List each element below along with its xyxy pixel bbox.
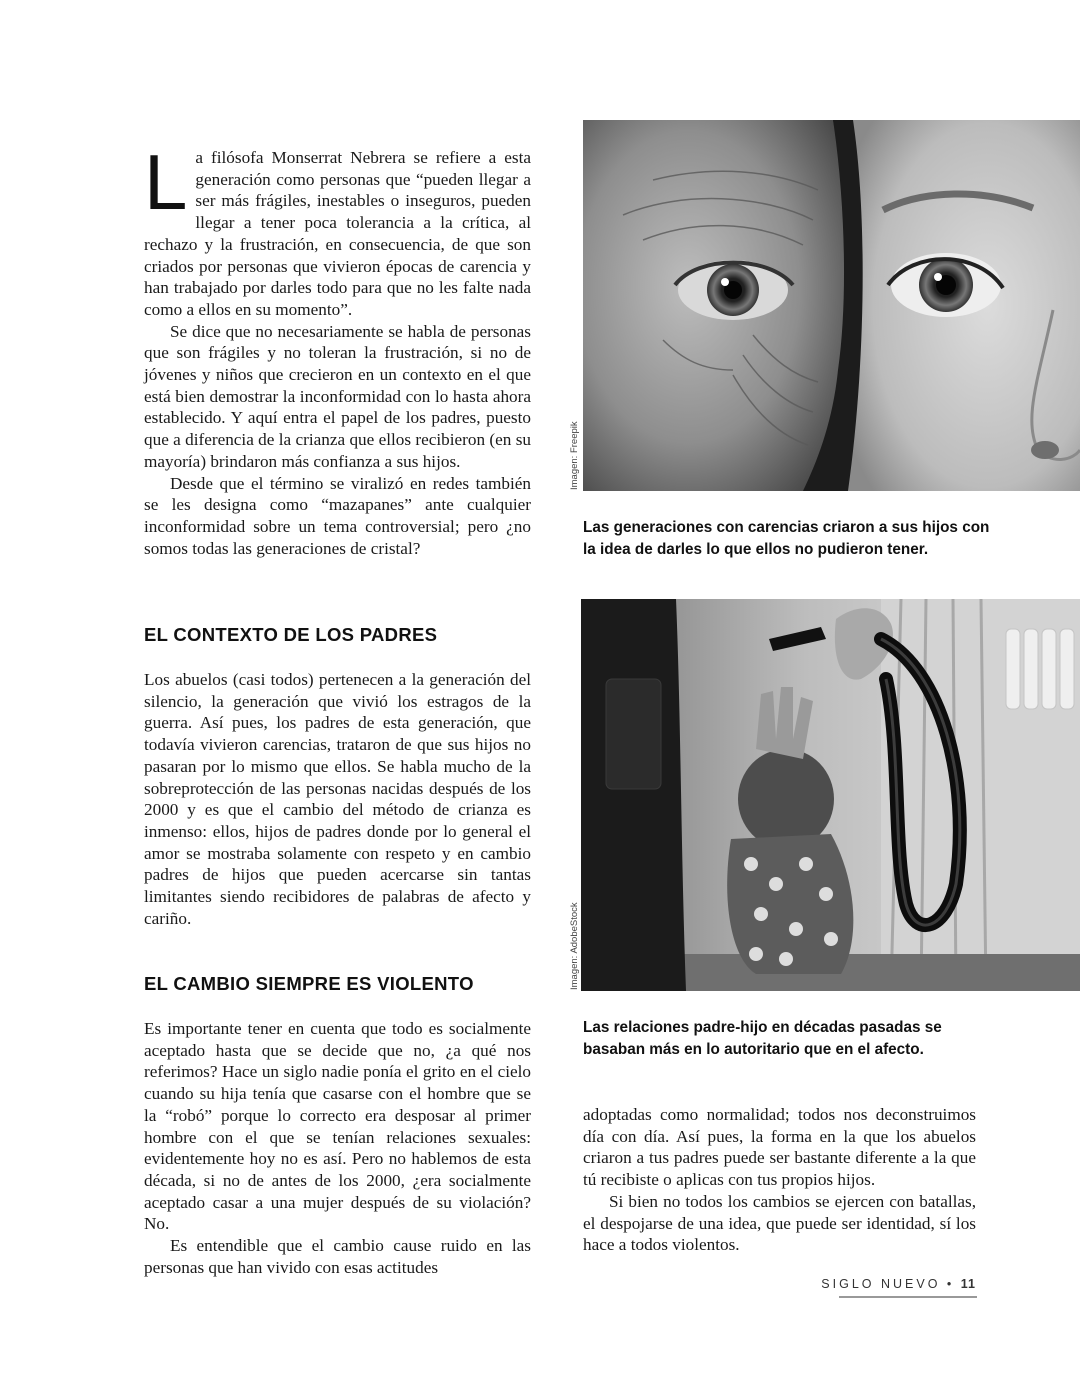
page-folio	[821, 1277, 976, 1291]
folio-rule	[839, 1296, 977, 1298]
section1-paragraph-1: Los abuelos (casi todos) pertenecen a la generación del silencio, la generación que vivió los estragos de la guerra. Así pues, los padres de esta generación, que todavía vivieron carencias, trataron de que sus hijos no pasaran por lo mismo que ellos. Se habla mucho de la sobreprotección de las personas nacidas después de los 2000 y es que el cambio del método de crianza es inmenso: ellos, hijos de padres donde por lo general el amor se mostraba solamente con respeto y en cambio padres de hijos que pueden acercarse sin tantas limitantes siendo recibidores de palabras de afecto y cariño.	[144, 670, 531, 928]
page-number: 11	[960, 1277, 976, 1291]
continued-column	[583, 1104, 976, 1256]
section2-paragraph-1: Es importante tener en cuenta que todo es socialmente aceptado hasta que se decide que no, ¿a qué nos referimos? Hace un siglo nadie ponía el grito en el cielo cuando su hija tenía que casarse con el hombre que se la “robó” porque lo correcto era desposar al primer hombre con el que se tenían relaciones sexuales: evidentemente hoy no es así. Pero no hablemos de esta década, si no de antes de los 2000, ¿era socialmente aceptado casar a una mujer después de su violación? No.	[144, 1019, 531, 1234]
belt-image	[581, 599, 1080, 991]
continued-paragraph-2: Si bien no todos los cambios se ejercen con batallas, el despojarse de una idea, que puede ser identidad, sí los hace a todos violentos.	[583, 1191, 976, 1255]
photo-faces	[583, 120, 1080, 491]
section-heading-parents: EL CONTEXTO DE LOS PADRES	[144, 624, 438, 645]
photo-belt-credit: Imagen: AdobeStock	[569, 902, 580, 990]
intro-paragraph-3: Desde que el término se viralizó en redes también se les designa como “mazapanes” ante cualquier inconformidad sobre un tema controversial; pero ¿no somos todas las generaciones de cristal?	[144, 473, 531, 558]
drop-cap: L	[144, 138, 188, 226]
photo-faces-caption: Las generaciones con carencias criaron a sus hijos con la idea de darles lo que ellos no pudieron tener.	[583, 519, 990, 558]
section-heading-change: EL CAMBIO SIEMPRE ES VIOLENTO	[144, 973, 474, 994]
magazine-name: SIGLO NUEVO	[821, 1277, 941, 1291]
section2-paragraph-2: Es entendible que el cambio cause ruido en las personas que han vivido con esas actitudes	[144, 1236, 531, 1277]
intro-paragraph-1: La filósofa Monserrat Nebrera se refiere a esta generación como personas que “pueden llegar a ser más frágiles, inestables o inseguros, pueden llegar a tener poca tolerancia a la crítica, al rechazo y la frustración, en consecuencia, de que son criados por personas que vivieron épocas de carencia y han trabajado por darles todo para que no les falte nada como a ellos en su momento”.	[144, 138, 531, 319]
photo-belt-caption: Las relaciones padre-hijo en décadas pasadas se basaban más en lo autoritario que en el afecto.	[583, 1019, 942, 1058]
folio-separator: •	[946, 1277, 955, 1291]
photo-faces-credit: Imagen: Freepik	[569, 421, 580, 490]
continued-paragraph-1: adoptadas como normalidad; todos nos deconstruimos día con día. Así pues, la forma en la que los abuelos criaron a tus padres puede ser bastante diferente a la que tú recibiste o aplicas con tus propios hijos.	[583, 1105, 976, 1190]
faces-image	[583, 120, 1080, 491]
intro-column	[144, 138, 531, 559]
intro-paragraph-2: Se dice que no necesariamente se habla de personas que son frágiles y no toleran la frustración, si no de jóvenes y niños que crecieron en un contexto en el que está bien demostrar la inconformidad con lo hasta ahora establecido. Y aquí entra el papel de los padres, puesto que a diferencia de la crianza que ellos recibieron (en su mayoría) brindaron más confianza a sus hijos.	[144, 321, 531, 471]
photo-belt	[581, 599, 1080, 991]
section1-column	[144, 669, 531, 929]
section2-column	[144, 1018, 531, 1278]
